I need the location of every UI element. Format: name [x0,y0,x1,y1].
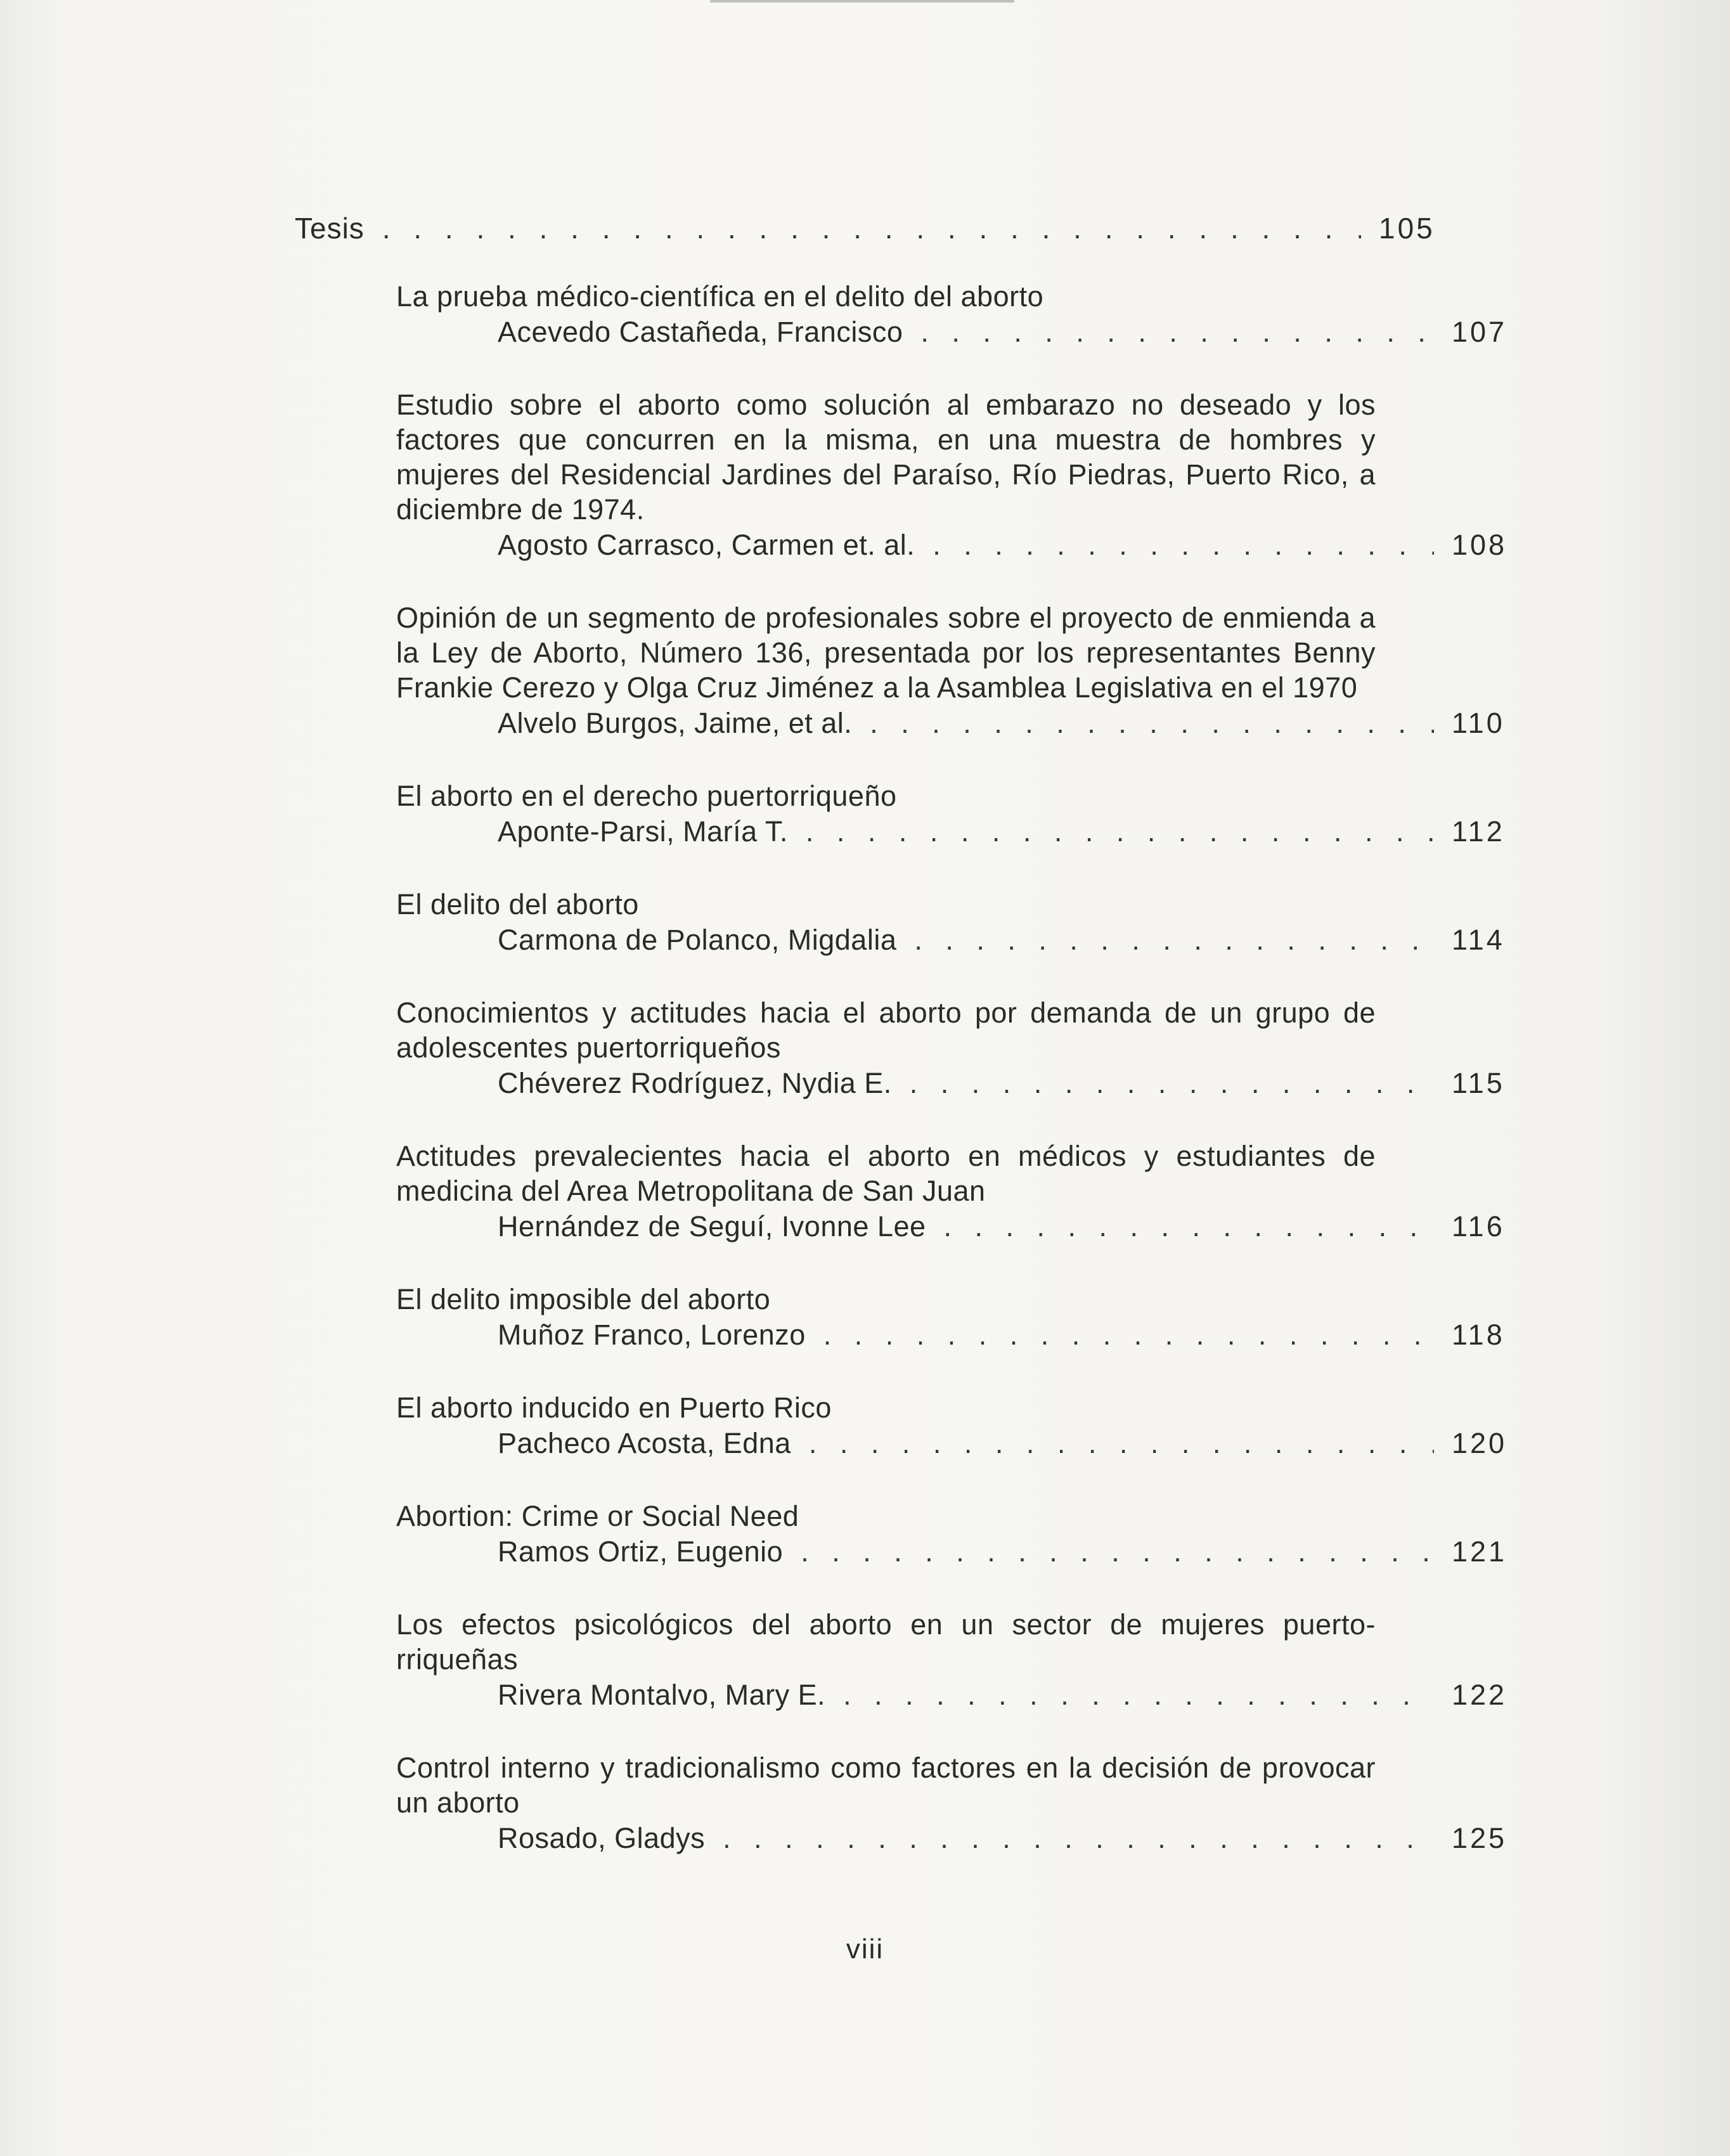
toc-entry [396,1139,1505,1245]
leader-dots [944,1208,1435,1245]
entry-author-line [498,1065,1534,1102]
leader-dots [870,705,1434,742]
toc-entry [396,387,1507,564]
entry-author: Alvelo Burgos, Jaime, et al. [498,707,853,739]
leader-dots [723,1820,1434,1857]
entry-title: Los efectos psicológicos del aborto en un sector de mujeres puerto-rriqueñas [396,1608,1376,1675]
section-heading-line [295,209,1461,247]
entry-author-line [498,705,1534,742]
entry-list [396,279,1507,1857]
toc-entry [396,1499,1507,1570]
entry-author: Aponte-Parsi, María T. [498,815,788,848]
toc-entry [396,778,1505,850]
top-edge-rule [710,0,1014,3]
entry-title: Actitudes prevalecientes hacia el aborto en médicos y estudiantes de medicina del Area Metropolitana de San Juan [396,1140,1376,1207]
entry-page-number: 120 [1452,1427,1507,1459]
section-label: Tesis [295,212,365,245]
leader-dots [801,1533,1434,1570]
entry-author-line [498,1677,1534,1714]
table-of-contents [295,209,1507,1894]
entry-author-line [498,527,1534,564]
leader-dots [823,1317,1434,1353]
entry-page-number: 107 [1452,316,1507,348]
entry-page-number: 108 [1452,529,1507,561]
toc-entry [396,995,1505,1102]
entry-page-number: 122 [1452,1679,1507,1711]
entry-author: Acevedo Castañeda, Francisco [498,316,903,348]
entry-title: Abortion: Crime or Social Need [396,1500,799,1532]
entry-author-line [498,1820,1534,1857]
entry-page-number: 114 [1452,924,1505,956]
entry-author: Hernández de Seguí, Ivonne Lee [498,1210,926,1243]
entry-author: Agosto Carrasco, Carmen et. al. [498,529,915,561]
toc-entry [396,279,1507,351]
leader-dots [806,813,1434,850]
entry-title: El delito del aborto [396,888,639,920]
entry-author: Rivera Montalvo, Mary E. [498,1679,826,1711]
toc-entry [396,1390,1507,1462]
toc-entry [396,1750,1507,1857]
entry-author: Pacheco Acosta, Edna [498,1427,791,1459]
entry-author-line [498,813,1534,850]
leader-dots [910,1065,1434,1102]
entry-page-number: 110 [1452,707,1505,739]
entry-page-number: 115 [1452,1067,1505,1099]
entry-author-line [498,1317,1534,1353]
entry-title: El aborto inducido en Puerto Rico [396,1391,832,1424]
leader-dots [933,527,1434,564]
entry-title: Opinión de un segmento de profesionales sobre el proyecto de enmienda a la Ley de Aborto, Número 136, presentada por los representantes Benny Frankie Cerezo y Olga Cruz Jiménez a la Asamblea Legislativa en el 1970 [396,602,1376,704]
leader-dots [382,209,1361,247]
toc-entry [396,887,1505,959]
toc-entry [396,600,1505,742]
entry-author: Carmona de Polanco, Migdalia [498,924,897,956]
entry-author: Rosado, Gladys [498,1822,706,1854]
toc-entry [396,1282,1505,1353]
entry-title: Conocimientos y actitudes hacia el aborto por demanda de un grupo de adolescentes puertorriqueños [396,997,1376,1064]
entry-page-number: 112 [1452,815,1505,848]
entry-title: El aborto en el derecho puertorriqueño [396,780,897,812]
entry-page-number: 125 [1452,1822,1507,1854]
section-page-number: 105 [1379,212,1435,245]
entry-title: La prueba médico-científica en el delito del aborto [396,280,1044,313]
toc-entry [396,1607,1507,1714]
entry-page-number: 118 [1452,1319,1505,1351]
page-footer [0,1933,1730,1965]
entry-author-line [498,1533,1534,1570]
entry-author: Chéverez Rodríguez, Nydia E. [498,1067,892,1099]
footer-page-number: viii [846,1933,884,1965]
leader-dots [914,922,1434,959]
entry-author-line [498,314,1534,351]
entry-author: Muñoz Franco, Lorenzo [498,1319,806,1351]
leader-dots [843,1677,1434,1714]
entry-title: Control interno y tradicionalismo como factores en la decisión de provocar un aborto [396,1752,1376,1819]
entry-author: Ramos Ortiz, Eugenio [498,1535,784,1568]
entry-page-number: 121 [1452,1535,1507,1568]
entry-author-line [498,1208,1534,1245]
entry-page-number: 116 [1452,1210,1505,1243]
leader-dots [809,1425,1434,1462]
entry-author-line [498,1425,1534,1462]
leader-dots [920,314,1434,351]
entry-title: Estudio sobre el aborto como solución al embarazo no deseado y los factores que concurren en la misma, en una muestra de hombres y mujeres del Residencial Jardines del Paraíso, Río Piedras, Puerto Rico, a diciembre de 1974. [396,389,1376,526]
entry-title: El delito imposible del aborto [396,1283,771,1315]
entry-author-line [498,922,1534,959]
